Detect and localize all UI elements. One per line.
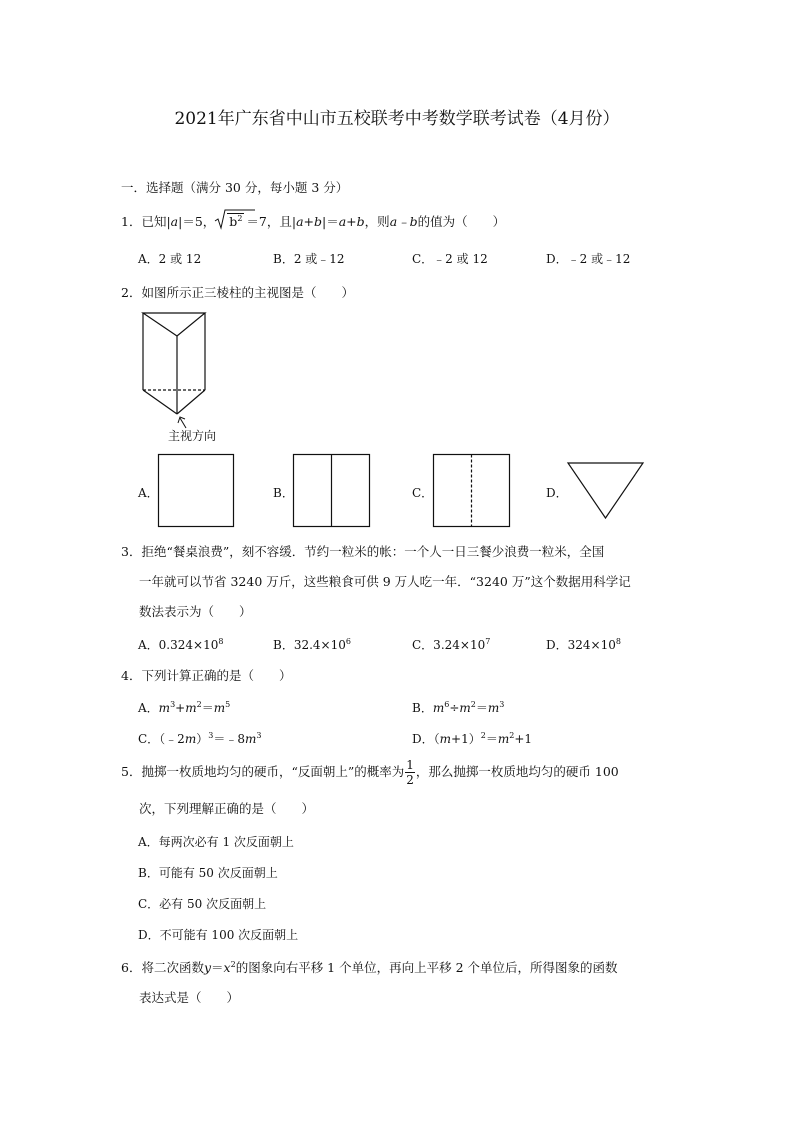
q4-a-e3: 5 — [225, 700, 231, 709]
q4-d-m2: m — [497, 732, 510, 746]
q2-option-c-label: C． — [412, 486, 434, 500]
q6-eq: ＝ — [211, 960, 224, 975]
question-6-line-1 — [121, 958, 618, 976]
q4-option-c — [138, 730, 261, 747]
q6-var-y: y — [203, 960, 212, 975]
q4-a-m1: m — [158, 701, 171, 715]
q5-option-c: C．必有 50 次反面朝上 — [138, 897, 267, 911]
q4-b-m1: m — [432, 701, 445, 715]
q5-option-d: D．不可能有 100 次反面朝上 — [138, 928, 299, 942]
q4-a-plus: + — [175, 701, 186, 715]
q4-b-m2: m — [459, 701, 471, 715]
page-title: 2021年广东省中山市五校联考中考数学联考试卷（4月份） — [174, 109, 620, 129]
question-3-line-2: 一年就可以节省 3240 万斤，这些粮食可供 9 万人吃一年．“3240 万”这个数据用科学记 — [139, 574, 631, 589]
q1-var-a: a — [170, 214, 179, 229]
q4-a-eq: ＝ — [201, 701, 214, 715]
q4-d-label: D．（ — [412, 732, 440, 746]
q4-a-e2: 2 — [196, 700, 202, 709]
q6-var-x: x — [223, 960, 231, 975]
q1-radicand — [227, 213, 244, 229]
q4-a-e1: 3 — [170, 700, 176, 709]
q1-option-d: D．﹣2 或﹣12 — [546, 252, 631, 266]
q4-a-m3: m — [213, 701, 226, 715]
q1-text-post: 的值为（ ） — [417, 214, 506, 229]
q4-b-div: ÷ — [449, 701, 460, 715]
q4-c-eq: ＝﹣8 — [213, 732, 245, 746]
q1-expr-a-minus-b: a﹣b — [389, 214, 418, 229]
q2-option-a-label: A． — [138, 486, 159, 500]
q1-radicand-exponent: 2 — [237, 214, 243, 223]
q6-exponent: 2 — [230, 960, 236, 969]
q6-text-a: 6．将二次函数 — [121, 960, 204, 975]
q6-text-b: 的图象向右平移 1 个单位，再向上平移 2 个单位后，所得图象的函数 — [235, 960, 618, 975]
q3-option-c-exponent: 7 — [485, 637, 491, 646]
question-3-line-3: 数法表示为（ ） — [139, 604, 252, 619]
triangular-prism-figure — [140, 310, 220, 440]
q4-option-a — [138, 699, 230, 716]
q4-d-e1: 2 — [480, 731, 486, 740]
q5-text-a: 5．抛掷一枚质地均匀的硬币，“反面朝上”的概率为 — [121, 764, 405, 779]
q1-text-mid2: ＝7，且| — [246, 214, 297, 229]
q5-fraction — [405, 758, 415, 787]
q4-c-e2: 3 — [256, 731, 262, 740]
q3-option-d-exponent: 8 — [615, 637, 621, 646]
q4-option-b — [412, 699, 504, 716]
q4-d-e2: 2 — [509, 731, 515, 740]
radical-sign-icon — [215, 210, 229, 230]
question-3-line-1: 3．拒绝“餐桌浪费”，刻不容缓．节约一粒米的帐：一个人一日三餐少浪费一粒米，全国 — [121, 544, 605, 559]
square-shape-icon — [158, 454, 234, 528]
q4-a-label: A． — [138, 701, 159, 715]
q3-option-c — [412, 636, 490, 653]
question-1-stem — [121, 212, 505, 230]
question-5-line-2: 次，下列理解正确的是（ ） — [139, 801, 315, 816]
question-6-line-2: 表达式是（ ） — [139, 990, 240, 1005]
q1-text-mid4: ，则 — [364, 214, 390, 229]
q4-d-eq: ＝ — [485, 732, 498, 746]
q4-c-m1: m — [184, 732, 197, 746]
rectangle-dashed-line-icon — [433, 454, 511, 528]
q3-option-b — [273, 636, 351, 653]
q1-expr-a-plus-b-2: a+b — [338, 214, 365, 229]
question-2-stem: 2．如图所示正三棱柱的主视图是（ ） — [121, 285, 354, 300]
q5-fraction-denominator: 2 — [406, 773, 414, 787]
q4-b-e2: 2 — [470, 700, 476, 709]
q1-expr-a-plus-b: a+b — [296, 214, 323, 229]
q4-b-label: B． — [412, 701, 433, 715]
inverted-triangle-icon — [567, 462, 645, 520]
q5-fraction-numerator: 1 — [406, 758, 414, 772]
q3-option-d-base: D．324×10 — [546, 638, 616, 652]
view-direction-label: 主视方向 — [168, 429, 217, 443]
q4-a-m2: m — [185, 701, 197, 715]
q1-option-a: A．2 或 12 — [138, 252, 202, 266]
q1-sqrt-expression — [215, 214, 244, 229]
q4-b-e3: 3 — [499, 700, 505, 709]
rectangle-solid-line-icon — [293, 454, 371, 528]
q4-d-tail: +1 — [514, 732, 533, 746]
q4-c-e1: 3 — [208, 731, 214, 740]
q5-option-b: B．可能有 50 次反面朝上 — [138, 866, 278, 880]
q3-option-a-exponent: 8 — [218, 637, 224, 646]
q3-option-a — [138, 636, 223, 653]
question-5-line-1 — [121, 758, 619, 787]
q5-option-a: A．每两次必有 1 次反面朝上 — [138, 835, 294, 849]
q4-c-m2: m — [244, 732, 257, 746]
q4-d-m1: m — [439, 732, 452, 746]
q3-option-c-base: C．3.24×10 — [412, 638, 486, 652]
q4-d-paren: +1） — [451, 732, 481, 746]
q1-option-b: B．2 或﹣12 — [273, 252, 345, 266]
q4-b-m3: m — [487, 701, 500, 715]
q1-option-c: C．﹣2 或 12 — [412, 252, 488, 266]
q4-b-e1: 6 — [444, 700, 450, 709]
q4-c-label: C．（﹣2 — [138, 732, 185, 746]
q3-option-d — [546, 636, 621, 653]
q4-b-eq: ＝ — [475, 701, 488, 715]
q4-option-d — [412, 730, 532, 747]
q3-option-b-base: B．32.4×10 — [273, 638, 346, 652]
q1-text-mid3: |＝ — [322, 214, 339, 229]
q1-radicand-b: b — [229, 214, 238, 229]
q1-text-pre: 1．已知| — [121, 214, 171, 229]
q3-option-a-base: A．0.324×10 — [138, 638, 219, 652]
q2-option-d-label: D． — [546, 486, 568, 500]
question-4-stem: 4．下列计算正确的是（ ） — [121, 668, 292, 683]
q5-text-b: ，那么抛掷一枚质地均匀的硬币 100 — [415, 764, 619, 779]
q4-c-paren: ） — [196, 732, 209, 746]
q3-option-b-exponent: 6 — [345, 637, 351, 646]
q2-option-b-label: B． — [273, 486, 294, 500]
q1-text-mid1: |＝5， — [178, 214, 216, 229]
section-header: 一．选择题（满分 30 分，每小题 3 分） — [121, 180, 349, 195]
